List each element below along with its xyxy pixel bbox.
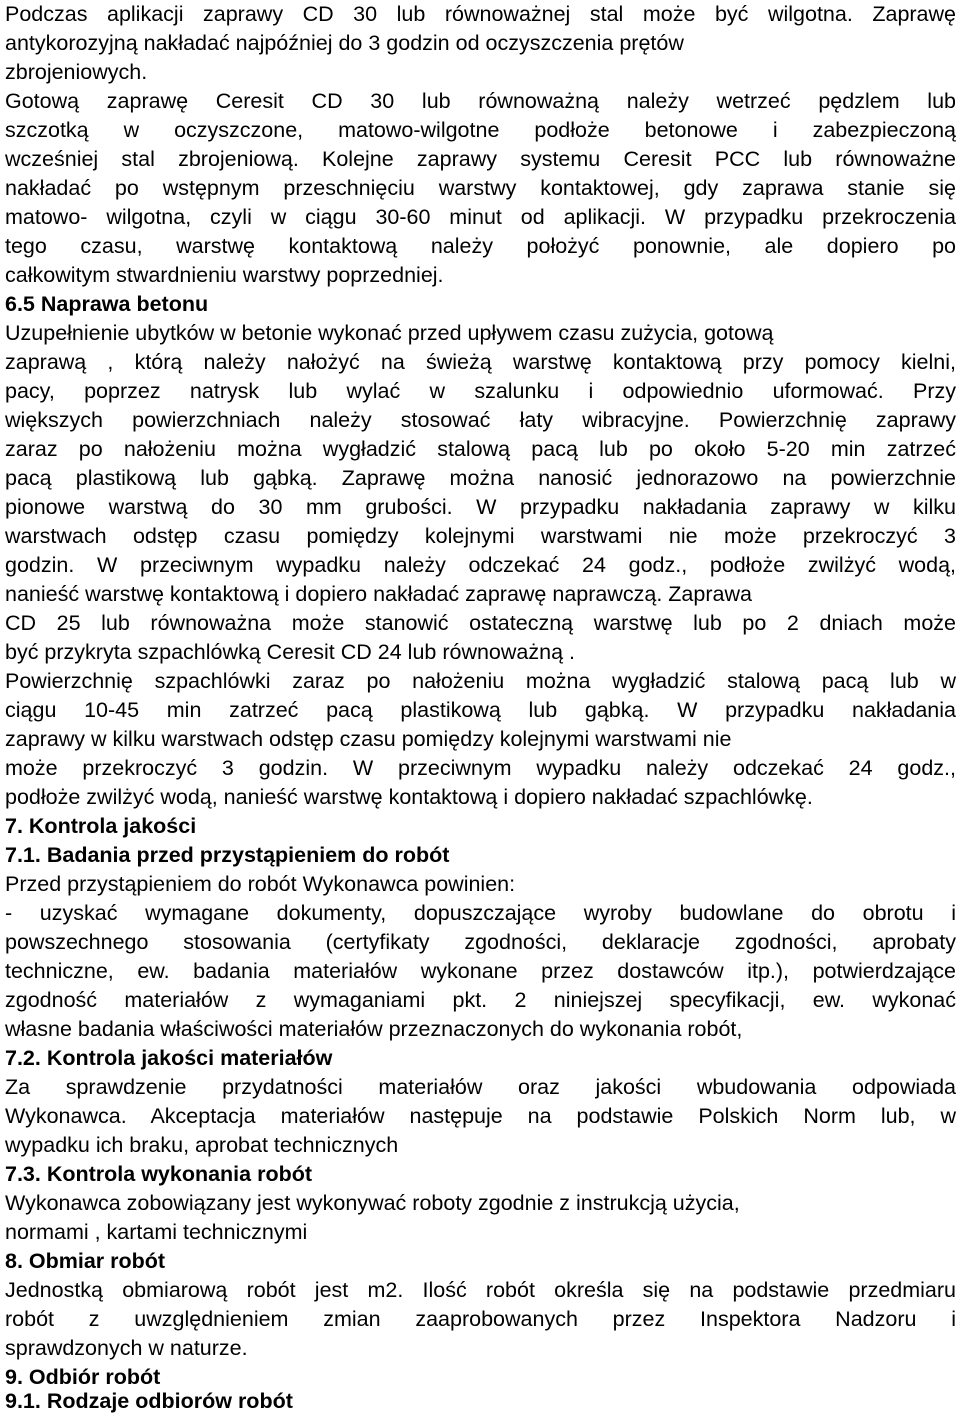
text-line: zaprawy w kilku warstwach odstęp czasu pomiędzy kolejnymi warstwami nie [5, 727, 732, 751]
text-line: pacą plastikową lub gąbką. Zaprawę można nanosić jednorazowo na powierzchnie [5, 466, 956, 490]
text-line: ciągu 10-45 min zatrzeć pacą plastikową lub gąbką. W przypadku nakładania [5, 698, 956, 722]
section-heading: 9. Odbiór robót [5, 1365, 161, 1389]
section-heading: 8. Obmiar robót [5, 1249, 166, 1273]
text-line: Wykonawca zobowiązany jest wykonywać roboty zgodnie z instrukcją użycia, [5, 1191, 740, 1215]
section-heading: 6.5 Naprawa betonu [5, 292, 209, 316]
text-line: podłoże zwilżyć wodą, nanieść warstwę kontaktową i dopiero nakładać szpachlówkę. [5, 785, 813, 809]
text-line: godzin. W przeciwnym wypadku należy odczekać 24 godz., podłoże zwilżyć wodą, [5, 553, 956, 577]
text-line: Jednostką obmiarową robót jest m2. Ilość robót określa się na podstawie przedmiaru [5, 1278, 956, 1302]
text-line: tego czasu, warstwę kontaktową należy położyć ponownie, ale dopiero po [5, 234, 956, 258]
text-line: Podczas aplikacji zaprawy CD 30 lub równoważnej stal może być wilgotna. Zaprawę [5, 2, 956, 26]
text-line: Gotową zaprawę Ceresit CD 30 lub równoważną należy wetrzeć pędzlem lub [5, 89, 956, 113]
text-line: normami , kartami technicznymi [5, 1220, 308, 1244]
text-line: własne badania właściwości materiałów przeznaczonych do wykonania robót, [5, 1017, 743, 1041]
section-heading: 7. Kontrola jakości [5, 814, 197, 838]
text-line: CD 25 lub równoważna może stanowić ostateczną warstwę lub po 2 dniach może [5, 611, 956, 635]
text-line: wcześniej stal zbrojeniową. Kolejne zaprawy systemu Ceresit PCC lub równoważne [5, 147, 956, 171]
text-line: szczotką w oczyszczone, matowo-wilgotne podłoże betonowe i zabezpieczoną [5, 118, 956, 142]
section-heading: 9.1. Rodzaje odbiorów robót [5, 1389, 293, 1413]
text-line: pacy, poprzez natrysk lub wylać w szalunku i odpowiednio uformować. Przy [5, 379, 956, 403]
text-line: Powierzchnię szpachlówki zaraz po nałożeniu można wygładzić stalową pacą lub w [5, 669, 956, 693]
text-line: Uzupełnienie ubytków w betonie wykonać przed upływem czasu zużycia, gotową [5, 321, 774, 345]
text-line: powszechnego stosowania (certyfikaty zgodności, deklaracje zgodności, aprobaty [5, 930, 956, 954]
text-line: Wykonawca. Akceptacja materiałów następuje na podstawie Polskich Norm lub, w [5, 1104, 956, 1128]
section-heading: 7.3. Kontrola wykonania robót [5, 1162, 313, 1186]
text-line: sprawdzonych w naturze. [5, 1336, 248, 1360]
text-line: większych powierzchniach należy stosować łaty wibracyjne. Powierzchnię zaprawy [5, 408, 956, 432]
text-line: robót z uwzględnieniem zmian zaaprobowanych przez Inspektora Nadzoru i [5, 1307, 956, 1331]
text-line: warstwach odstęp czasu pomiędzy kolejnymi warstwami nie może przekroczyć 3 [5, 524, 956, 548]
text-line: zgodność materiałów z wymaganiami pkt. 2 niniejszej specyfikacji, ew. wykonać [5, 988, 956, 1012]
text-line: zaprawą , którą należy nałożyć na świeżą warstwę kontaktową przy pomocy kielni, [5, 350, 956, 374]
text-line: być przykryta szpachlówką Ceresit CD 24 lub równoważną . [5, 640, 575, 664]
text-line: - uzyskać wymagane dokumenty, dopuszczające wyroby budowlane do obrotu i [5, 901, 956, 925]
text-line: matowo- wilgotna, czyli w ciągu 30-60 minut od aplikacji. W przypadku przekroczenia [5, 205, 956, 229]
section-heading: 7.1. Badania przed przystąpieniem do robót [5, 843, 450, 867]
text-line: antykorozyjną nakładać najpóźniej do 3 godzin od oczyszczenia prętów [5, 31, 684, 55]
text-line: Za sprawdzenie przydatności materiałów oraz jakości wbudowania odpowiada [5, 1075, 956, 1099]
text-line: Przed przystąpieniem do robót Wykonawca powinien: [5, 872, 516, 896]
section-heading: 7.2. Kontrola jakości materiałów [5, 1046, 333, 1070]
text-line: pionowe warstwą do 30 mm grubości. W przypadku nakładania zaprawy w kilku [5, 495, 956, 519]
text-line: nakładać po wstępnym przeschnięciu warstwy kontaktowej, gdy zaprawa stanie się [5, 176, 956, 200]
text-line: nanieść warstwę kontaktową i dopiero nakładać zaprawę naprawczą. Zaprawa [5, 582, 752, 606]
text-line: techniczne, ew. badania materiałów wykonane przez dostawców itp.), potwierdzające [5, 959, 956, 983]
text-line: całkowitym stwardnieniu warstwy poprzedniej. [5, 263, 444, 287]
text-line: zbrojeniowych. [5, 60, 148, 84]
text-line: wypadku ich braku, aprobat technicznych [5, 1133, 399, 1157]
text-line: może przekroczyć 3 godzin. W przeciwnym wypadku należy odczekać 24 godz., [5, 756, 956, 780]
text-line: zaraz po nałożeniu można wygładzić stalową pacą lub po około 5-20 min zatrzeć [5, 437, 956, 461]
